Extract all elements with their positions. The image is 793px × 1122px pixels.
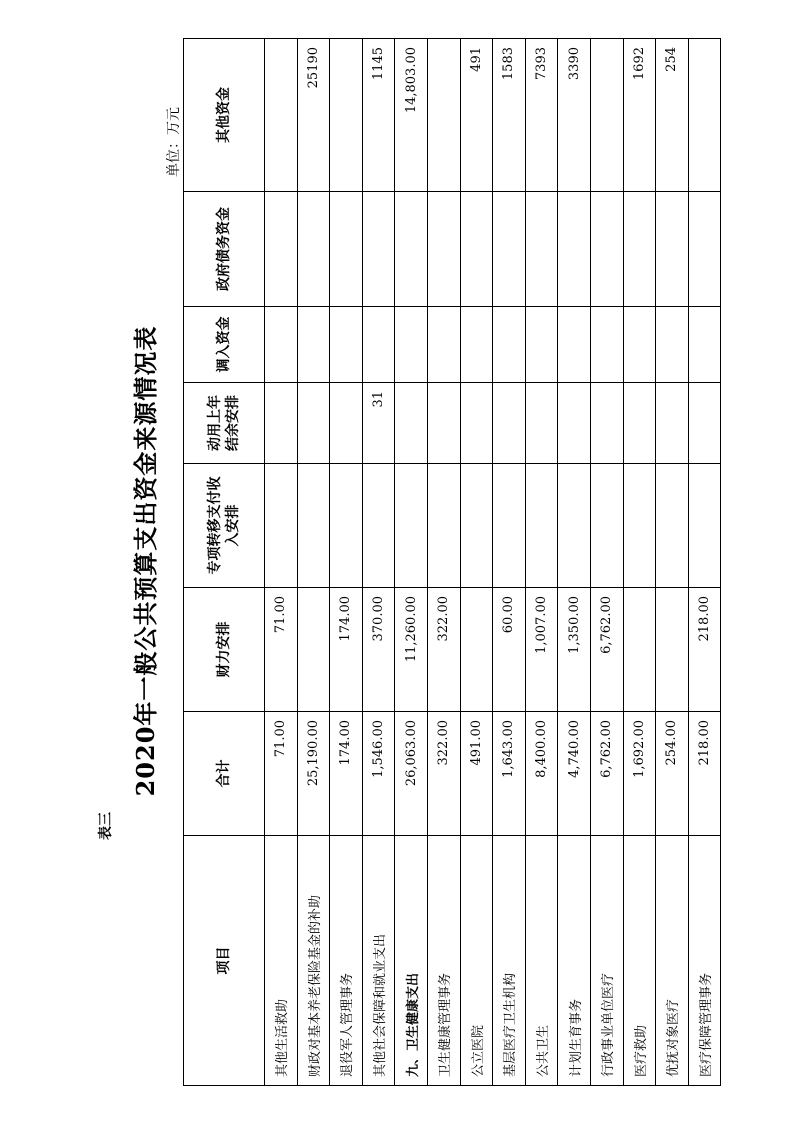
row-item-name: 优抚对象医疗 (656, 836, 689, 1086)
row-value-cell (623, 464, 656, 588)
row-value-cell (493, 307, 526, 383)
row-value-cell (623, 307, 656, 383)
table-row (427, 39, 460, 1086)
row-item-name: 行政事业单位医疗 (590, 836, 623, 1086)
header-prior-year-surplus: 动用上年结余安排 (184, 383, 265, 464)
row-value-cell (265, 307, 298, 383)
row-value-cell (427, 307, 460, 383)
row-value-cell (427, 383, 460, 464)
row-value-cell (558, 383, 591, 464)
header-government-debt: 政府债务资金 (184, 192, 265, 307)
row-item-name: 计划生育事务 (558, 836, 591, 1086)
row-value-cell (395, 383, 428, 464)
table-body (265, 39, 721, 1086)
row-value-cell (460, 383, 493, 464)
row-value-cell (297, 307, 330, 383)
row-value-cell: 6,762.00 (590, 588, 623, 712)
row-value-cell: 11,260.00 (395, 588, 428, 712)
row-value-cell (623, 383, 656, 464)
header-special-transfer: 专项转移支付收入安排 (184, 464, 265, 588)
row-item-name: 医疗保障管理事务 (688, 836, 721, 1086)
row-value-cell (297, 192, 330, 307)
row-value-cell: 491.00 (460, 712, 493, 836)
row-value-cell (558, 464, 591, 588)
row-item-name: 九、卫生健康支出 (395, 836, 428, 1086)
row-value-cell: 3390 (558, 39, 591, 192)
table-row (395, 39, 428, 1086)
row-value-cell (460, 307, 493, 383)
row-value-cell (493, 192, 526, 307)
row-value-cell (460, 192, 493, 307)
row-value-cell: 1,692.00 (623, 712, 656, 836)
row-value-cell: 322.00 (427, 588, 460, 712)
row-value-cell (688, 307, 721, 383)
table-row (558, 39, 591, 1086)
row-value-cell: 1,350.00 (558, 588, 591, 712)
row-value-cell: 31 (362, 383, 395, 464)
table-row (525, 39, 558, 1086)
row-value-cell (297, 464, 330, 588)
table-row (297, 39, 330, 1086)
table-row (265, 39, 298, 1086)
row-value-cell: 1692 (623, 39, 656, 192)
table-row (493, 39, 526, 1086)
row-value-cell: 6,762.00 (590, 712, 623, 836)
header-fiscal-arrangement: 财力安排 (184, 588, 265, 712)
row-value-cell (590, 192, 623, 307)
row-item-name: 医疗救助 (623, 836, 656, 1086)
row-value-cell (525, 383, 558, 464)
row-item-name: 公共卫生 (525, 836, 558, 1086)
table-row (623, 39, 656, 1086)
row-value-cell (395, 192, 428, 307)
row-value-cell (493, 464, 526, 588)
row-value-cell (265, 39, 298, 192)
table-row (590, 39, 623, 1086)
row-value-cell (656, 307, 689, 383)
unit-label: 单位：万元 (166, 107, 182, 177)
row-value-cell (590, 39, 623, 192)
row-value-cell (590, 383, 623, 464)
row-value-cell (362, 307, 395, 383)
row-value-cell (656, 588, 689, 712)
row-value-cell: 254 (656, 39, 689, 192)
row-item-name: 公立医院 (460, 836, 493, 1086)
row-value-cell (460, 464, 493, 588)
row-value-cell (688, 383, 721, 464)
row-value-cell (330, 464, 363, 588)
table-row (362, 39, 395, 1086)
row-value-cell: 218.00 (688, 712, 721, 836)
row-value-cell (525, 307, 558, 383)
row-value-cell: 218.00 (688, 588, 721, 712)
row-value-cell (590, 464, 623, 588)
row-item-name: 其他社会保障和就业支出 (362, 836, 395, 1086)
row-value-cell: 174.00 (330, 588, 363, 712)
row-value-cell (656, 383, 689, 464)
row-value-cell (427, 464, 460, 588)
row-value-cell (297, 588, 330, 712)
row-value-cell (656, 464, 689, 588)
row-item-name: 其他生活救助 (265, 836, 298, 1086)
header-total: 合计 (184, 712, 265, 836)
row-value-cell: 26,063.00 (395, 712, 428, 836)
row-value-cell: 7393 (525, 39, 558, 192)
row-value-cell (525, 464, 558, 588)
row-value-cell (395, 307, 428, 383)
row-value-cell: 60.00 (493, 588, 526, 712)
table-row (688, 39, 721, 1086)
row-value-cell: 8,400.00 (525, 712, 558, 836)
table-row (656, 39, 689, 1086)
row-value-cell (623, 588, 656, 712)
row-value-cell (362, 192, 395, 307)
row-value-cell (493, 383, 526, 464)
row-value-cell (297, 383, 330, 464)
row-value-cell (265, 464, 298, 588)
row-value-cell: 370.00 (362, 588, 395, 712)
row-value-cell (688, 192, 721, 307)
row-value-cell: 1,007.00 (525, 588, 558, 712)
row-value-cell: 71.00 (265, 588, 298, 712)
row-item-name: 退役军人管理事务 (330, 836, 363, 1086)
row-value-cell: 71.00 (265, 712, 298, 836)
row-value-cell: 1,546.00 (362, 712, 395, 836)
table-row (460, 39, 493, 1086)
row-value-cell (656, 192, 689, 307)
header-row (184, 39, 265, 1086)
row-value-cell (688, 464, 721, 588)
page-title: 2020年一般公共预算支出资金来源情况表 (131, 325, 160, 797)
row-value-cell (688, 39, 721, 192)
table-row (330, 39, 363, 1086)
sheet-label: 表三 (98, 812, 114, 840)
row-value-cell: 1,643.00 (493, 712, 526, 836)
row-item-name: 卫生健康管理事务 (427, 836, 460, 1086)
header-item: 项目 (184, 836, 265, 1086)
row-value-cell: 1583 (493, 39, 526, 192)
row-value-cell: 25190 (297, 39, 330, 192)
row-value-cell (623, 192, 656, 307)
row-value-cell (590, 307, 623, 383)
row-value-cell: 25,190.00 (297, 712, 330, 836)
row-value-cell: 14,803.00 (395, 39, 428, 192)
row-item-name: 基层医疗卫生机构 (493, 836, 526, 1086)
row-value-cell (525, 192, 558, 307)
row-value-cell (265, 383, 298, 464)
row-value-cell (558, 307, 591, 383)
row-value-cell: 322.00 (427, 712, 460, 836)
row-value-cell: 254.00 (656, 712, 689, 836)
row-value-cell: 491 (460, 39, 493, 192)
row-value-cell (558, 192, 591, 307)
row-item-name: 财政对基本养老保险基金的补助 (297, 836, 330, 1086)
row-value-cell (427, 192, 460, 307)
budget-table (183, 38, 721, 1086)
row-value-cell (427, 39, 460, 192)
row-value-cell (395, 464, 428, 588)
row-value-cell (330, 307, 363, 383)
row-value-cell (330, 383, 363, 464)
row-value-cell (330, 192, 363, 307)
row-value-cell (330, 39, 363, 192)
header-transferred-funds: 调入资金 (184, 307, 265, 383)
header-other-funds: 其他资金 (184, 39, 265, 192)
row-value-cell: 1145 (362, 39, 395, 192)
row-value-cell: 4,740.00 (558, 712, 591, 836)
row-value-cell (460, 588, 493, 712)
row-value-cell: 174.00 (330, 712, 363, 836)
row-value-cell (362, 464, 395, 588)
row-value-cell (265, 192, 298, 307)
